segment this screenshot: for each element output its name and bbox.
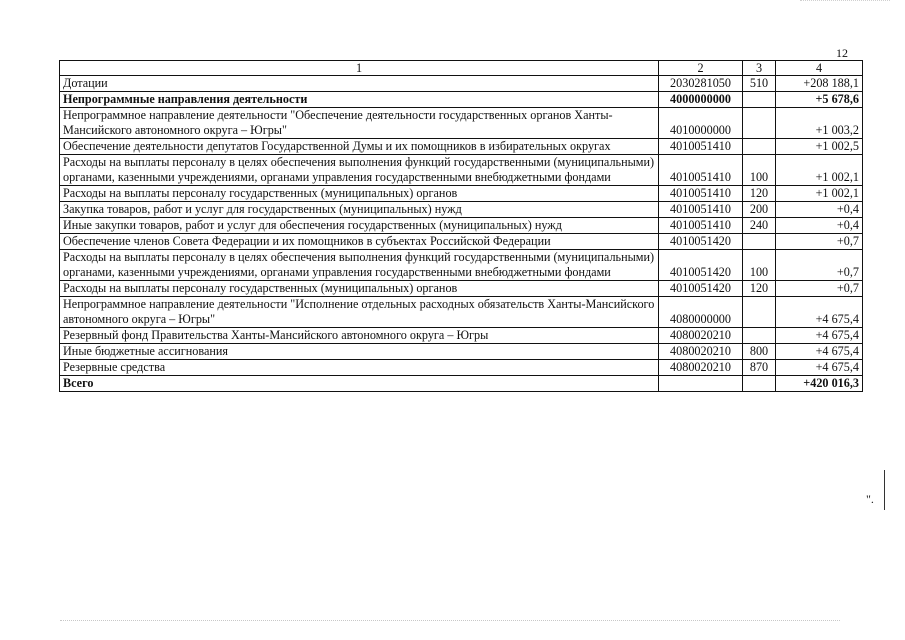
table-row [60, 376, 863, 392]
row-expense-type [743, 108, 776, 139]
row-amount: +1 002,5 [776, 139, 863, 155]
row-name: Непрограммные направления деятельности [60, 92, 659, 108]
table-row [60, 344, 863, 360]
row-code: 4010051410 [659, 202, 743, 218]
row-name: Иные закупки товаров, работ и услуг для обеспечения государственных (муниципальных) нужд [60, 218, 659, 234]
table-row [60, 328, 863, 344]
row-amount: +0,7 [776, 234, 863, 250]
row-amount: +4 675,4 [776, 360, 863, 376]
header-col-4: 4 [776, 61, 863, 76]
row-expense-type: 120 [743, 281, 776, 297]
row-amount: +5 678,6 [776, 92, 863, 108]
row-name: Обеспечение деятельности депутатов Государственной Думы и их помощников в избирательных округах [60, 139, 659, 155]
row-amount: +4 675,4 [776, 297, 863, 328]
row-expense-type [743, 234, 776, 250]
table-row [60, 139, 863, 155]
row-name: Резервный фонд Правительства Ханты-Мансийского автономного округа – Югры [60, 328, 659, 344]
table-row [60, 186, 863, 202]
row-name: Расходы на выплаты персоналу в целях обеспечения выполнения функций государственными (муниципальными) органами, казенными учреждениями, органами управления государственными внебюджетными фондами [60, 250, 659, 281]
row-code: 4010051420 [659, 234, 743, 250]
row-code: 4010051410 [659, 186, 743, 202]
row-name: Закупка товаров, работ и услуг для государственных (муниципальных) нужд [60, 202, 659, 218]
header-col-1: 1 [60, 61, 659, 76]
closing-quote: ". [866, 492, 874, 506]
row-name: Непрограммное направление деятельности "Исполнение отдельных расходных обязательств Ханты-Мансийского автономного округа – Югры" [60, 297, 659, 328]
table-row [60, 297, 863, 328]
page-number: 12 [836, 46, 848, 60]
row-expense-type: 870 [743, 360, 776, 376]
row-expense-type: 240 [743, 218, 776, 234]
row-amount: +1 002,1 [776, 186, 863, 202]
table-row [60, 234, 863, 250]
row-name: Обеспечение членов Совета Федерации и их помощников в субъектах Российской Федерации [60, 234, 659, 250]
row-name: Дотации [60, 76, 659, 92]
row-expense-type: 200 [743, 202, 776, 218]
row-name: Непрограммное направление деятельности "Обеспечение деятельности государственных органов Ханты-Мансийского автономного округа – Югры" [60, 108, 659, 139]
row-code [659, 376, 743, 392]
row-expense-type [743, 92, 776, 108]
table-row [60, 92, 863, 108]
row-amount: +1 002,1 [776, 155, 863, 186]
row-code: 4010051420 [659, 281, 743, 297]
row-name: Расходы на выплаты персоналу государственных (муниципальных) органов [60, 281, 659, 297]
budget-table [59, 60, 863, 392]
scan-noise-top [800, 0, 890, 2]
row-code: 4010051420 [659, 250, 743, 281]
row-code: 4080020210 [659, 344, 743, 360]
row-name: Резервные средства [60, 360, 659, 376]
table-row [60, 108, 863, 139]
row-code: 4080020210 [659, 360, 743, 376]
table-row [60, 218, 863, 234]
row-amount: +0,4 [776, 218, 863, 234]
row-expense-type [743, 376, 776, 392]
row-code: 4080020210 [659, 328, 743, 344]
row-code: 4010000000 [659, 108, 743, 139]
header-col-2: 2 [659, 61, 743, 76]
row-expense-type: 120 [743, 186, 776, 202]
scan-edge-mark [884, 470, 885, 510]
table-row [60, 250, 863, 281]
row-code: 4080000000 [659, 297, 743, 328]
row-name: Расходы на выплаты персоналу в целях обеспечения выполнения функций государственными (муниципальными) органами, казенными учреждениями, органами управления государственными внебюджетными фондами [60, 155, 659, 186]
table-row [60, 76, 863, 92]
row-code: 4000000000 [659, 92, 743, 108]
row-name: Всего [60, 376, 659, 392]
row-expense-type [743, 328, 776, 344]
row-name: Расходы на выплаты персоналу государственных (муниципальных) органов [60, 186, 659, 202]
row-expense-type [743, 139, 776, 155]
row-expense-type: 800 [743, 344, 776, 360]
row-amount: +208 188,1 [776, 76, 863, 92]
row-code: 2030281050 [659, 76, 743, 92]
table-header-row [60, 61, 863, 76]
header-col-3: 3 [743, 61, 776, 76]
row-amount: +0,4 [776, 202, 863, 218]
row-amount: +420 016,3 [776, 376, 863, 392]
row-code: 4010051410 [659, 139, 743, 155]
row-amount: +0,7 [776, 281, 863, 297]
table-row [60, 281, 863, 297]
row-expense-type: 100 [743, 250, 776, 281]
table-row [60, 202, 863, 218]
scan-noise-bottom [60, 620, 840, 622]
row-code: 4010051410 [659, 155, 743, 186]
row-code: 4010051410 [659, 218, 743, 234]
row-expense-type [743, 297, 776, 328]
row-name: Иные бюджетные ассигнования [60, 344, 659, 360]
row-amount: +0,7 [776, 250, 863, 281]
row-amount: +4 675,4 [776, 328, 863, 344]
table-row [60, 155, 863, 186]
row-expense-type: 100 [743, 155, 776, 186]
row-expense-type: 510 [743, 76, 776, 92]
table-row [60, 360, 863, 376]
row-amount: +1 003,2 [776, 108, 863, 139]
row-amount: +4 675,4 [776, 344, 863, 360]
